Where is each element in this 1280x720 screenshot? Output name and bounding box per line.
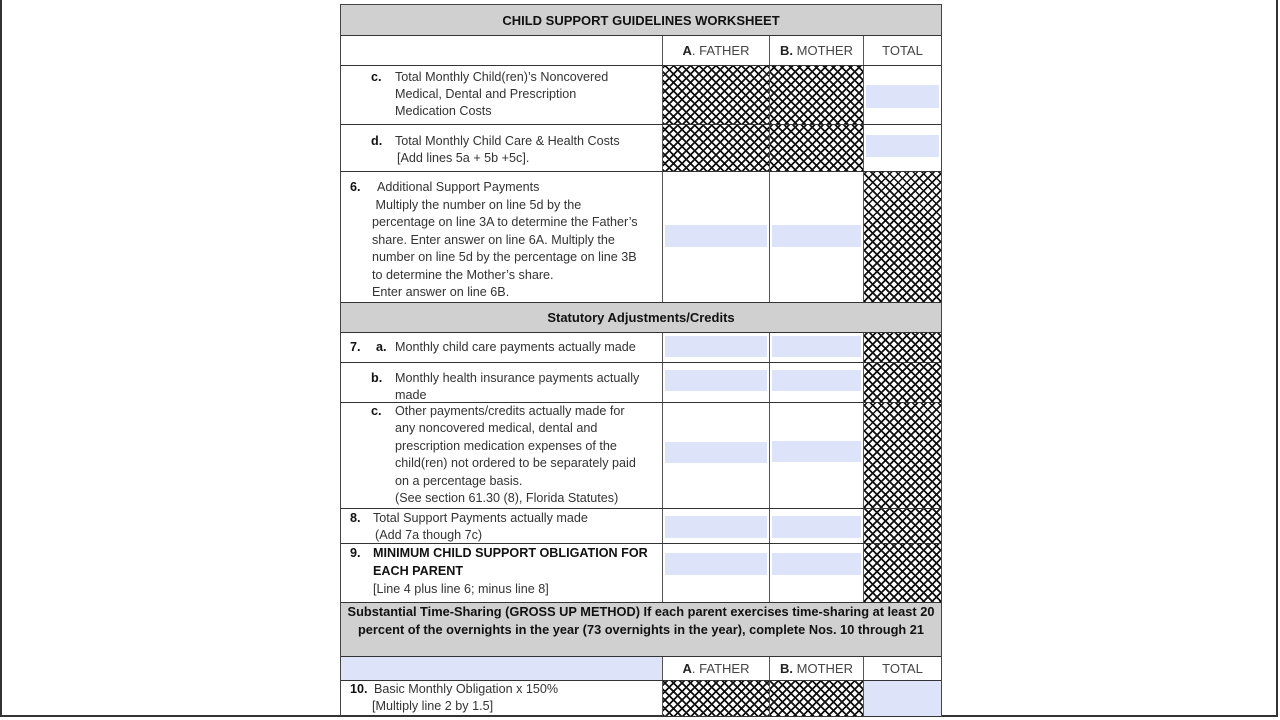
column-header-blank (341, 36, 663, 65)
line-7b-total-blocked (864, 363, 941, 402)
line-6-text-3: percentage on line 3A to determine the Father’s (372, 215, 638, 229)
line-6-text-7: Enter answer on line 6B. (372, 285, 510, 299)
line-8-description (341, 509, 663, 543)
row-line-7a (341, 333, 941, 363)
line-6-father-input[interactable] (665, 225, 767, 247)
line-7c-text-6: (See section 61.30 (8), Florida Statutes) (395, 491, 619, 505)
line-7c-marker: c. (371, 404, 382, 418)
father-label-2: . FATHER (691, 661, 750, 676)
row-line-5c (341, 66, 941, 125)
line-7b-text-2: made (395, 388, 427, 402)
column-header-mother (770, 36, 864, 65)
line-5d-marker: d. (371, 134, 383, 148)
line-5d-father-blocked (663, 125, 770, 171)
line-5c-mother-blocked (770, 66, 864, 124)
line-5c-description (341, 66, 663, 124)
line-8-total-blocked (864, 509, 941, 543)
gross-up-text-2: percent of the overnights in the year (73 overnights in the year), complete Nos. 10 through 21 (357, 622, 925, 637)
line-5d-text-1: Total Monthly Child Care & Health Costs (395, 134, 620, 148)
line-6-total-blocked (864, 172, 941, 302)
line-9-total-blocked (864, 544, 941, 602)
gross-up-text-1: Substantial Time-Sharing (GROSS UP METHOD) If each parent exercises time-sharing at least 20 (347, 604, 935, 619)
row-line-8 (341, 509, 941, 544)
line-6-text-2: Multiply the number on line 5d by the (372, 198, 582, 212)
line-9-mother-input[interactable] (772, 553, 861, 575)
line-6-description (341, 172, 663, 302)
line-6-text-4: share. Enter answer on line 6A. Multiply the (372, 233, 615, 247)
line-5c-text-2: Medical, Dental and Prescription (395, 87, 577, 101)
line-10-total-input[interactable] (864, 681, 941, 716)
line-6-mother-cell (770, 172, 864, 302)
line-7c-text-2: any noncovered medical, dental and (395, 421, 598, 435)
column-header-2-total (864, 657, 941, 680)
total-label: TOTAL (882, 43, 923, 58)
mother-label: MOTHER (793, 43, 853, 58)
mother-letter-2: B. (780, 661, 794, 676)
line-7c-mother-input[interactable] (772, 441, 861, 462)
line-6-text-1: Additional Support Payments (377, 180, 540, 194)
line-9-text-3: [Line 4 plus line 6; minus line 8] (373, 582, 549, 596)
line-9-text-1: MINIMUM CHILD SUPPORT OBLIGATION FOR (373, 546, 648, 560)
line-9-mother-cell (770, 544, 864, 602)
line-7a-father-cell (663, 333, 770, 362)
statutory-adjustments-text: Statutory Adjustments/Credits (547, 310, 735, 325)
father-letter: A (682, 43, 692, 58)
line-7c-text-1: Other payments/credits actually made for (395, 404, 625, 418)
line-7b-mother-cell (770, 363, 864, 402)
line-9-father-cell (663, 544, 770, 602)
line-7c-text-5: on a percentage basis. (395, 474, 523, 488)
line-6-text-6: to determine the Mother’s share. (372, 268, 554, 282)
line-7-number: 7. (350, 340, 361, 354)
line-7b-marker: b. (371, 371, 383, 385)
line-5c-marker: c. (371, 70, 382, 84)
line-5d-total-cell (864, 125, 941, 171)
line-5d-text-2: [Add lines 5a + 5b +5c]. (397, 151, 530, 165)
line-7a-text: Monthly child care payments actually made (395, 340, 636, 354)
line-7c-father-input[interactable] (665, 442, 767, 463)
line-8-mother-cell (770, 509, 864, 543)
worksheet-title-text: CHILD SUPPORT GUIDELINES WORKSHEET (502, 13, 780, 28)
row-line-7c (341, 403, 941, 509)
line-5c-father-blocked (663, 66, 770, 124)
line-5d-mother-blocked (770, 125, 864, 171)
line-10-mother-blocked (770, 681, 864, 716)
line-7b-father-cell (663, 363, 770, 402)
line-6-marker: 6. (350, 180, 361, 194)
line-10-description (341, 681, 663, 716)
column-header-father (663, 36, 770, 65)
column-header-2-blank-field[interactable] (341, 657, 663, 680)
line-7c-text-4: child(ren) not ordered to be separately paid (395, 456, 636, 470)
line-10-marker: 10. (350, 682, 368, 696)
row-line-9 (341, 544, 941, 603)
line-8-marker: 8. (350, 511, 361, 525)
line-7a-mother-cell (770, 333, 864, 362)
line-5c-text-3: Medication Costs (395, 104, 492, 118)
line-10-father-blocked (663, 681, 770, 716)
substantial-time-sharing-header (341, 603, 941, 657)
column-header-2-father (663, 657, 770, 680)
line-7b-father-input[interactable] (665, 370, 767, 391)
line-5d-total-input[interactable] (866, 135, 939, 157)
mother-letter: B. (780, 43, 794, 58)
line-7a-description (341, 333, 663, 362)
line-7a-mother-input[interactable] (772, 336, 861, 357)
line-9-text-2: EACH PARENT (373, 564, 464, 578)
line-7b-text-1: Monthly health insurance payments actually (395, 371, 640, 385)
line-6-mother-input[interactable] (772, 225, 861, 247)
line-7b-description (341, 363, 663, 402)
worksheet-title (341, 5, 941, 36)
line-7c-mother-cell (770, 403, 864, 508)
line-8-father-input[interactable] (665, 516, 767, 538)
line-7c-total-blocked (864, 403, 941, 508)
column-header-total (864, 36, 941, 65)
mother-label-2: MOTHER (793, 661, 853, 676)
line-5c-text-1: Total Monthly Child(ren)’s Noncovered (395, 70, 609, 84)
line-7a-total-blocked (864, 333, 941, 362)
column-header-row (341, 36, 941, 66)
line-9-marker: 9. (350, 546, 361, 560)
column-header-2-mother (770, 657, 864, 680)
line-8-text-1: Total Support Payments actually made (373, 511, 588, 525)
line-8-text-2: (Add 7a though 7c) (375, 528, 483, 542)
line-8-father-cell (663, 509, 770, 543)
line-5c-total-input[interactable] (866, 85, 939, 108)
row-line-7b (341, 363, 941, 403)
line-10-text-2: [Multiply line 2 by 1.5] (372, 699, 494, 713)
line-5c-total-cell (864, 66, 941, 124)
line-9-father-input[interactable] (665, 553, 767, 575)
line-6-text-5: number on line 5d by the percentage on line 3B (372, 250, 637, 264)
row-line-10 (341, 681, 941, 717)
father-label: . FATHER (691, 43, 750, 58)
total-label-2: TOTAL (882, 661, 923, 676)
row-line-6 (341, 172, 941, 303)
line-7c-text-3: prescription medication expenses of the (395, 439, 617, 453)
child-support-worksheet (340, 4, 942, 717)
line-7a-father-input[interactable] (665, 336, 767, 357)
row-line-5d (341, 125, 941, 172)
line-10-text-1: Basic Monthly Obligation x 150% (374, 682, 559, 696)
line-8-mother-input[interactable] (772, 516, 861, 538)
line-5d-description (341, 125, 663, 171)
line-7c-description (341, 403, 663, 508)
line-9-description (341, 544, 663, 602)
line-7c-father-cell (663, 403, 770, 508)
line-7b-mother-input[interactable] (772, 370, 861, 391)
line-6-father-cell (663, 172, 770, 302)
father-letter-2: A (682, 661, 692, 676)
line-7a-marker: a. (376, 340, 387, 354)
statutory-adjustments-header (341, 303, 941, 333)
column-header-row-2 (341, 657, 941, 681)
